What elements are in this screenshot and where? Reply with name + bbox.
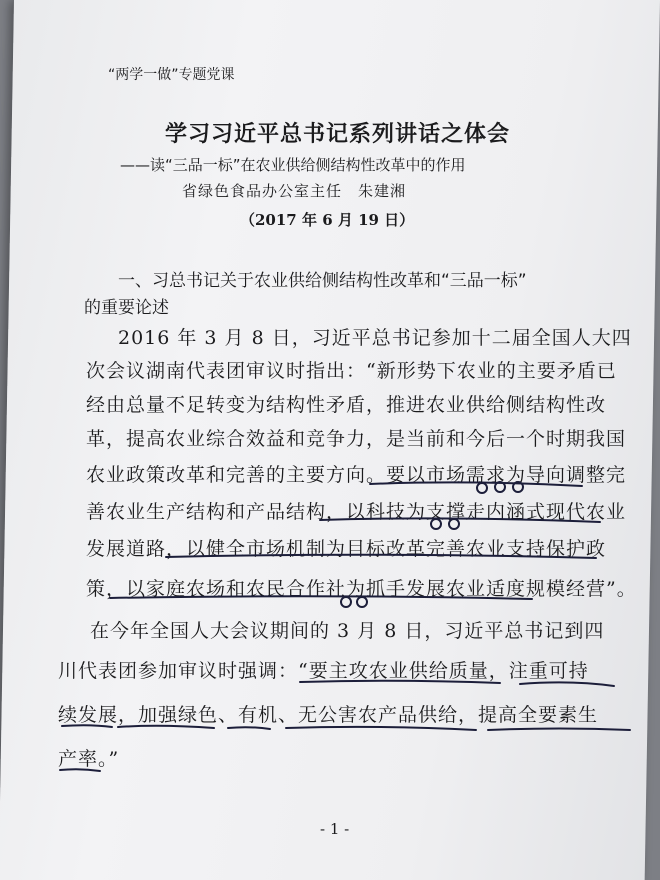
document-subtitle: ——读“三品一标”在农业供给侧结构性改革中的作用 [120, 156, 466, 174]
paragraph-line: 川代表团参加审议时强调：“要主攻农业供给质量，注重可持 [58, 660, 589, 682]
paragraph-line: 策，以家庭农场和农民合作社为抓手发展农业适度规模经营”。 [86, 578, 637, 600]
paragraph-line: 经由总量不足转变为结构性矛盾，推进农业供给侧结构性改 [86, 394, 607, 416]
section-heading-line-2: 的重要论述 [84, 298, 169, 318]
paragraph-line: 革，提高农业综合效益和竞争力，是当前和今后一个时期我国 [86, 428, 627, 450]
paragraph-line: 产率。” [58, 748, 120, 770]
paragraph-line: 发展道路，以健全市场机制为目标改革完善农业支持保护政 [86, 538, 607, 560]
paragraph-line: 2016 年 3 月 8 日，习近平总书记参加十二届全国人大四 [118, 327, 632, 349]
paragraph-line: 在今年全国人大会议期间的 3 月 8 日，习近平总书记到四 [90, 620, 605, 642]
paragraph-line: 次会议湖南代表团审议时指出：“新形势下农业的主要矛盾已 [86, 360, 617, 382]
section-heading-line-1: 一、习总书记关于农业供给侧结构性改革和“三品一标” [118, 271, 527, 291]
document-title: 学习习近平总书记系列讲话之体会 [165, 121, 511, 147]
page-number: - 1 - [320, 820, 350, 838]
paragraph-line: 善农业生产结构和产品结构，以科技为支撑走内涵式现代农业 [86, 501, 627, 523]
course-tag: “两学一做”专题党课 [108, 67, 235, 83]
date-line: （2017 年 6 月 19 日） [240, 211, 415, 229]
paragraph-line: 续发展，加强绿色、有机、无公害农产品供给，提高全要素生 [58, 704, 599, 726]
author-line: 省绿色食品办公室主任 朱建湘 [182, 182, 407, 200]
paragraph-line: 农业政策改革和完善的主要方向。要以市场需求为导向调整完 [86, 464, 627, 486]
